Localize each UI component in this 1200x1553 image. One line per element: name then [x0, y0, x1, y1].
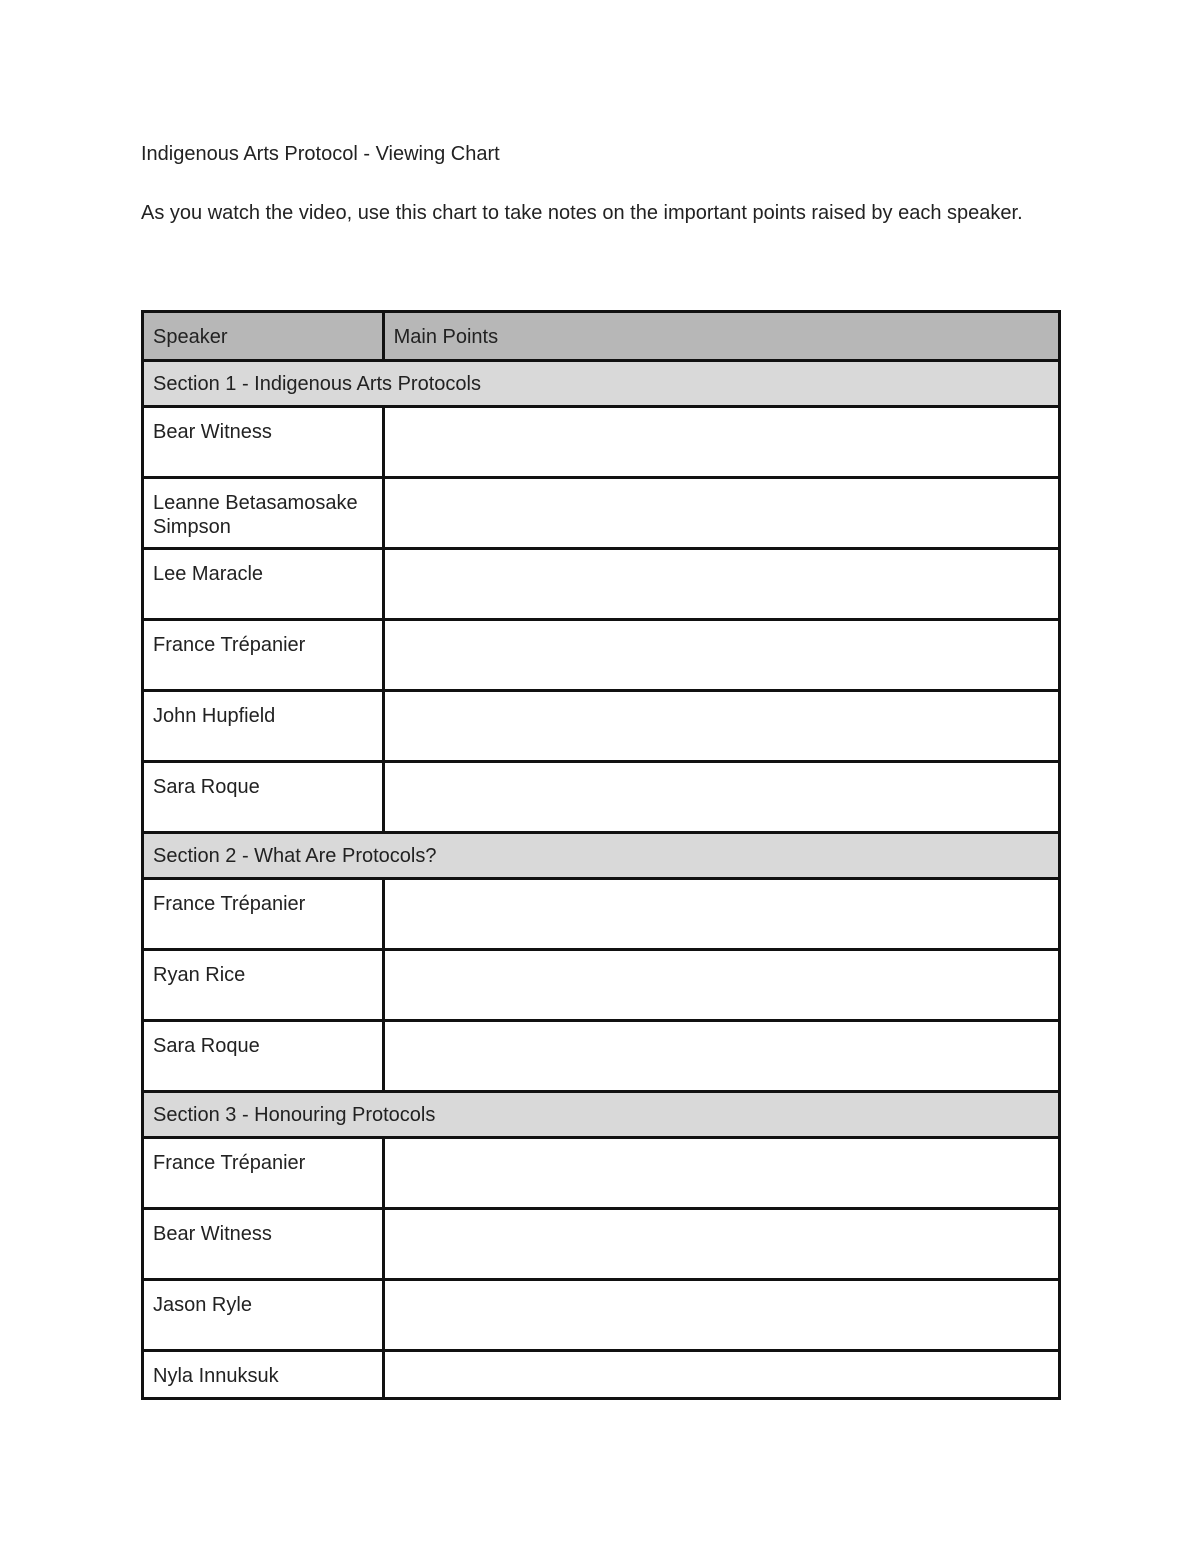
main-points-cell[interactable]: [383, 762, 1059, 833]
table-row: [143, 1021, 1060, 1092]
section-row: [143, 1092, 1060, 1138]
document-intro: As you watch the video, use this chart to take notes on the important points raised by each speaker.: [141, 202, 1023, 224]
table-row: [143, 407, 1060, 478]
table-row: [143, 691, 1060, 762]
viewing-chart-table: [141, 310, 1061, 1400]
table-row: [143, 478, 1060, 549]
speaker-name: Ryan Rice: [143, 950, 384, 1021]
table-row: [143, 549, 1060, 620]
table-row: [143, 879, 1060, 950]
main-points-cell[interactable]: [383, 549, 1059, 620]
main-points-cell[interactable]: [383, 478, 1059, 549]
speaker-name: Bear Witness: [143, 1209, 384, 1280]
section-row: [143, 361, 1060, 407]
speaker-name: Sara Roque: [143, 1021, 384, 1092]
speaker-name: France Trépanier: [143, 1138, 384, 1209]
section-row: [143, 833, 1060, 879]
main-points-cell[interactable]: [383, 691, 1059, 762]
table-row: [143, 950, 1060, 1021]
section-title: Section 2 - What Are Protocols?: [143, 833, 1060, 879]
table-row: [143, 1209, 1060, 1280]
speaker-name: France Trépanier: [143, 879, 384, 950]
speaker-name: John Hupfield: [143, 691, 384, 762]
speaker-name: Jason Ryle: [143, 1280, 384, 1351]
speaker-name: Lee Maracle: [143, 549, 384, 620]
table-row: [143, 762, 1060, 833]
table-row: [143, 1138, 1060, 1209]
speaker-name: Leanne Betasamosake Simpson: [143, 478, 384, 549]
table-row: [143, 1280, 1060, 1351]
section-title: Section 1 - Indigenous Arts Protocols: [143, 361, 1060, 407]
main-points-cell[interactable]: [383, 1280, 1059, 1351]
header-main-points: Main Points: [383, 312, 1059, 361]
speaker-name: France Trépanier: [143, 620, 384, 691]
document-title: Indigenous Arts Protocol - Viewing Chart: [141, 143, 500, 165]
header-speaker: Speaker: [143, 312, 384, 361]
main-points-cell[interactable]: [383, 1351, 1059, 1399]
speaker-name: Sara Roque: [143, 762, 384, 833]
section-title: Section 3 - Honouring Protocols: [143, 1092, 1060, 1138]
main-points-cell[interactable]: [383, 1021, 1059, 1092]
main-points-cell[interactable]: [383, 1209, 1059, 1280]
speaker-name: Bear Witness: [143, 407, 384, 478]
main-points-cell[interactable]: [383, 950, 1059, 1021]
table-header-row: [143, 312, 1060, 361]
main-points-cell[interactable]: [383, 1138, 1059, 1209]
table-row: [143, 1351, 1060, 1399]
main-points-cell[interactable]: [383, 620, 1059, 691]
main-points-cell[interactable]: [383, 879, 1059, 950]
main-points-cell[interactable]: [383, 407, 1059, 478]
table-row: [143, 620, 1060, 691]
speaker-name: Nyla Innuksuk: [143, 1351, 384, 1399]
